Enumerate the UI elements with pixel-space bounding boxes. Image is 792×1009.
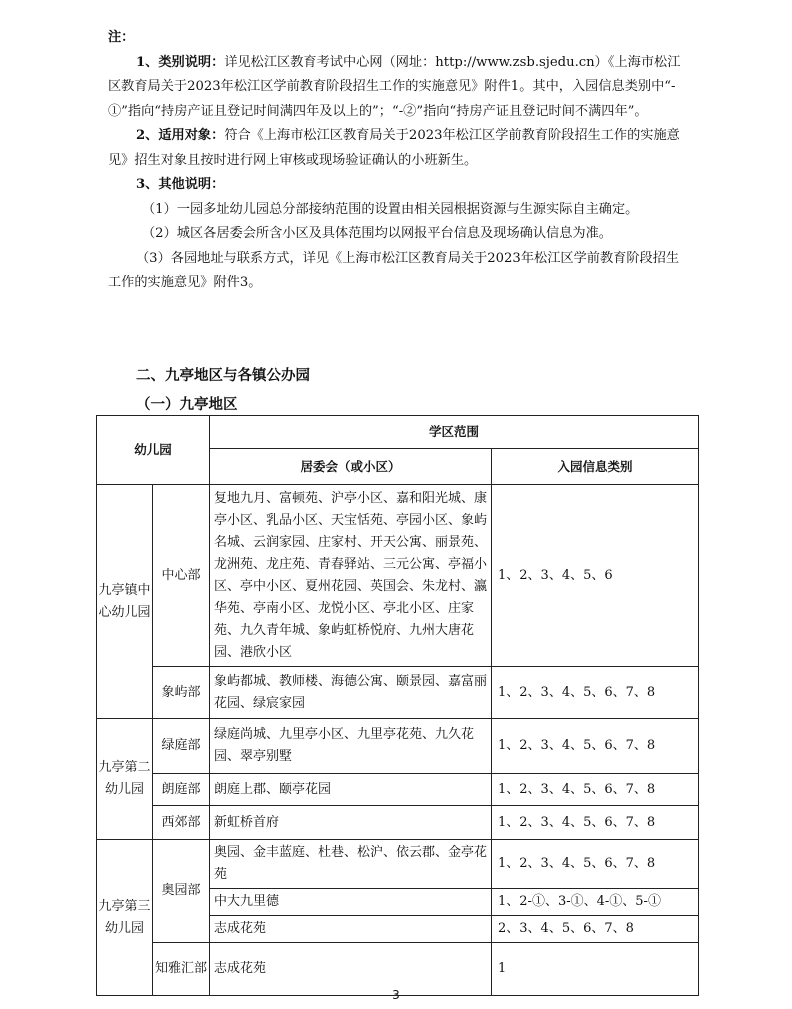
kindergarten-name: 九亭镇中心幼儿园 xyxy=(97,485,153,719)
note-1-label: 1、类别说明： xyxy=(136,54,225,70)
branch-name: 中心部 xyxy=(153,485,210,667)
category-cell: 1、2-①、3-①、4-①、5-① xyxy=(492,889,699,916)
branch-name: 绿庭部 xyxy=(153,719,210,774)
header-district: 学区范围 xyxy=(210,416,699,449)
note-1 xyxy=(108,51,688,125)
header-kindergarten: 幼儿园 xyxy=(97,416,210,485)
area-cell: 朗庭上郡、颐亭花园 xyxy=(210,774,492,806)
branch-name: 西郊部 xyxy=(153,806,210,840)
kindergarten-name: 九亭第三幼儿园 xyxy=(97,840,153,996)
area-cell: 新虹桥首府 xyxy=(210,806,492,840)
branch-name: 象屿部 xyxy=(153,667,210,719)
table-row xyxy=(97,485,699,667)
category-cell: 1、2、3、4、5、6、7、8 xyxy=(492,774,699,806)
category-cell: 1、2、3、4、5、6、7、8 xyxy=(492,719,699,774)
table-row xyxy=(97,806,699,840)
note-1-text: 详见松江区教育考试中心网（网址：http://www.zsb.sjedu.cn）《上海市松江区教育局关于2023年松江区学前教育阶段招生工作的实施意见》附件1。其中，入园信息类别中“-①”指向“持房产证且登记时间满四年及以上的”；“-②”指向“持房产证且登记时间不满四年”。 xyxy=(108,54,681,119)
note-2-label: 2、适用对象： xyxy=(136,128,225,143)
branch-name: 知雅汇部 xyxy=(153,943,210,996)
section-title: 二、九亭地区与各镇公办园 xyxy=(136,367,310,384)
area-cell: 象屿都城、教师楼、海德公寓、颐景园、嘉富丽花园、绿宸家园 xyxy=(210,667,492,719)
note-3-item-3: （3）各园地址与联系方式，详见《上海市松江区教育局关于2023年松江区学前教育阶段招生工作的实施意见》附件3。 xyxy=(108,250,680,290)
category-cell: 2、3、4、5、6、7、8 xyxy=(492,916,699,943)
branch-name: 奥园部 xyxy=(153,840,210,943)
note-2 xyxy=(108,124,688,173)
section-subtitle: （一）九亭地区 xyxy=(136,396,238,413)
district-table xyxy=(96,415,699,996)
category-cell: 1 xyxy=(492,943,699,996)
area-cell: 志成花苑 xyxy=(210,916,492,943)
category-cell: 1、2、3、4、5、6、7、8 xyxy=(492,667,699,719)
kindergarten-name: 九亭第二幼儿园 xyxy=(97,719,153,840)
notes-section xyxy=(108,26,688,296)
area-cell: 奥园、金丰蓝庭、杜巷、松沪、依云郡、金亭花苑 xyxy=(210,840,492,889)
table-row xyxy=(97,840,699,889)
note-2-text: 符合《上海市松江区教育局关于2023年松江区学前教育阶段招生工作的实施意见》招生对象且按时进行网上审核或现场验证确认的小班新生。 xyxy=(108,128,680,168)
page-number: 3 xyxy=(392,988,400,1002)
branch-name: 朗庭部 xyxy=(153,774,210,806)
header-committee: 居委会（或小区） xyxy=(210,449,492,485)
header-category: 入园信息类别 xyxy=(492,449,699,485)
category-cell: 1、2、3、4、5、6、7、8 xyxy=(492,806,699,840)
table-row xyxy=(97,774,699,806)
table-row xyxy=(97,719,699,774)
note-3-item-1: （1）一园多址幼儿园总分部接纳范围的设置由相关园根据资源与生源实际自主确定。 xyxy=(142,201,639,217)
note-3-item-2: （2）城区各居委会所含小区及具体范围均以网报平台信息及现场确认信息为准。 xyxy=(142,226,612,241)
area-cell: 复地九月、富顿苑、沪亭小区、嘉和阳光城、康亭小区、乳品小区、天宝恬苑、亭园小区、象屿名城、云润家园、庄家村、开天公寓、丽景苑、龙洲苑、龙庄苑、青春驿站、三元公寓、亭福小区、亭中小区、夏州花园、英国会、朱龙村、瀛华苑、亭南小区、龙悦小区、亭北小区、庄家苑、九久青年城、象屿虹桥悦府、九州大唐花园、港欣小区 xyxy=(210,485,492,667)
area-cell: 志成花苑 xyxy=(210,943,492,996)
area-cell: 绿庭尚城、九里亭小区、九里亭花苑、九久花园、翠亭别墅 xyxy=(210,719,492,774)
table-row xyxy=(97,667,699,719)
category-cell: 1、2、3、4、5、6 xyxy=(492,485,699,667)
area-cell: 中大九里德 xyxy=(210,889,492,916)
notes-heading: 注： xyxy=(108,30,135,45)
category-cell: 1、2、3、4、5、6、7、8 xyxy=(492,840,699,889)
table-header-row xyxy=(97,416,699,449)
note-3-label: 3、其他说明： xyxy=(136,177,225,192)
